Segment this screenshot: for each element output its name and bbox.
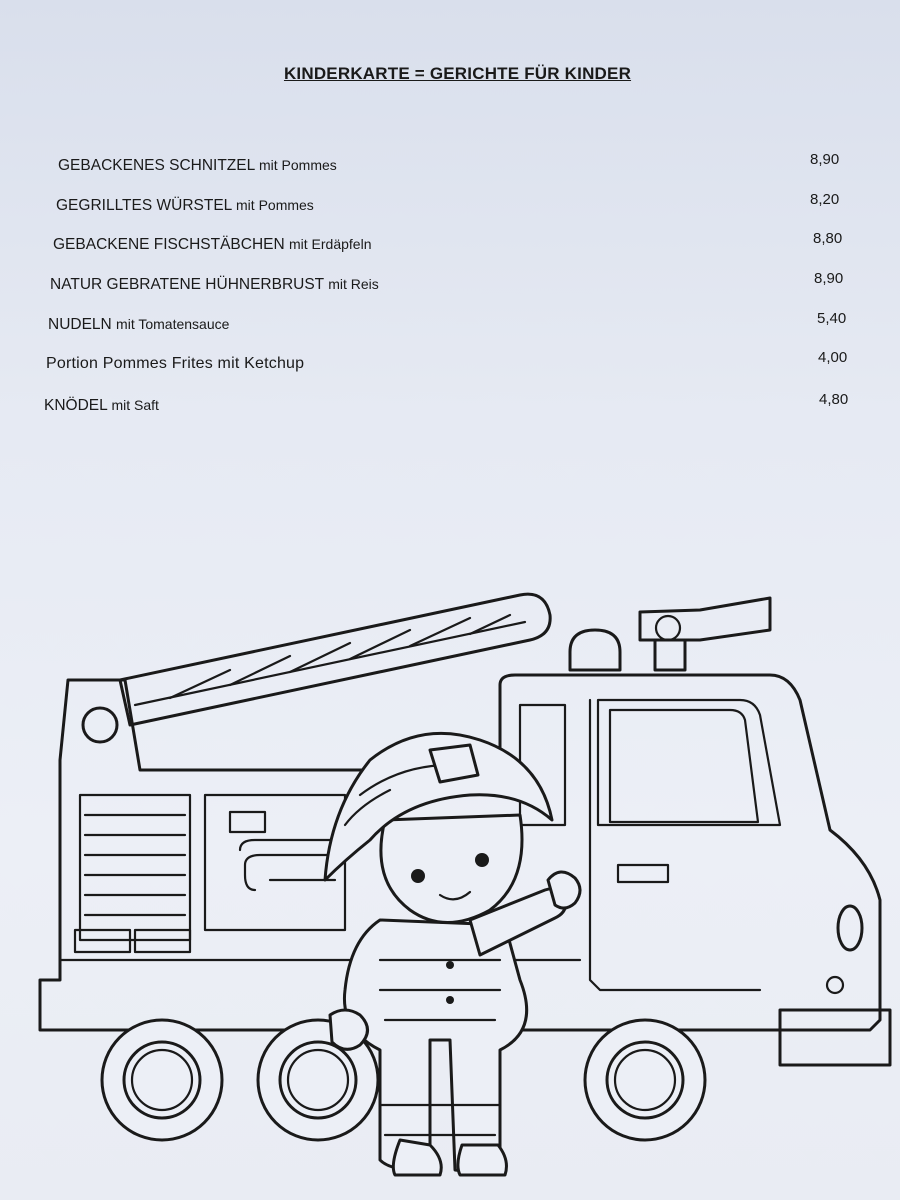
- ladder-pivot: [83, 708, 117, 742]
- wheel: [585, 1020, 705, 1140]
- menu-item: [58, 151, 878, 179]
- ladder: [120, 594, 550, 725]
- menu-item-name: GEBACKENES SCHNITZEL mit Pommes: [58, 157, 337, 174]
- menu-title: KINDERKARTE = GERICHTE FÜR KINDER: [283, 64, 632, 83]
- menu-item-price: 8,80: [813, 230, 843, 247]
- menu-item-name: NATUR GEBRATENE HÜHNERBRUST mit Reis: [50, 276, 379, 293]
- menu-item: [46, 349, 866, 377]
- menu-item-name: Portion Pommes Frites mit Ketchup: [46, 355, 305, 372]
- menu-item: [50, 270, 870, 298]
- menu-item: [44, 391, 864, 419]
- menu-item: [53, 230, 873, 258]
- menu-item-price: 4,00: [818, 349, 848, 366]
- menu-item-name: GEGRILLTES WÜRSTEL mit Pommes: [56, 197, 314, 214]
- menu-item-price: 4,80: [819, 391, 849, 408]
- menu-item: [48, 310, 868, 338]
- menu-item-price: 8,20: [810, 191, 840, 208]
- wheel: [102, 1020, 222, 1140]
- menu-item: [56, 191, 876, 219]
- menu-item-price: 8,90: [810, 151, 840, 168]
- fire-truck-illustration: [0, 560, 900, 1200]
- menu-item-price: 5,40: [817, 310, 847, 327]
- menu-item-name: KNÖDEL mit Saft: [44, 397, 159, 414]
- kids-menu-list: [0, 0, 900, 440]
- menu-item-name: NUDELN mit Tomatensauce: [48, 316, 230, 333]
- menu-item-price: 8,90: [814, 270, 844, 287]
- menu-item-name: GEBACKENE FISCHSTÄBCHEN mit Erdäpfeln: [53, 236, 372, 253]
